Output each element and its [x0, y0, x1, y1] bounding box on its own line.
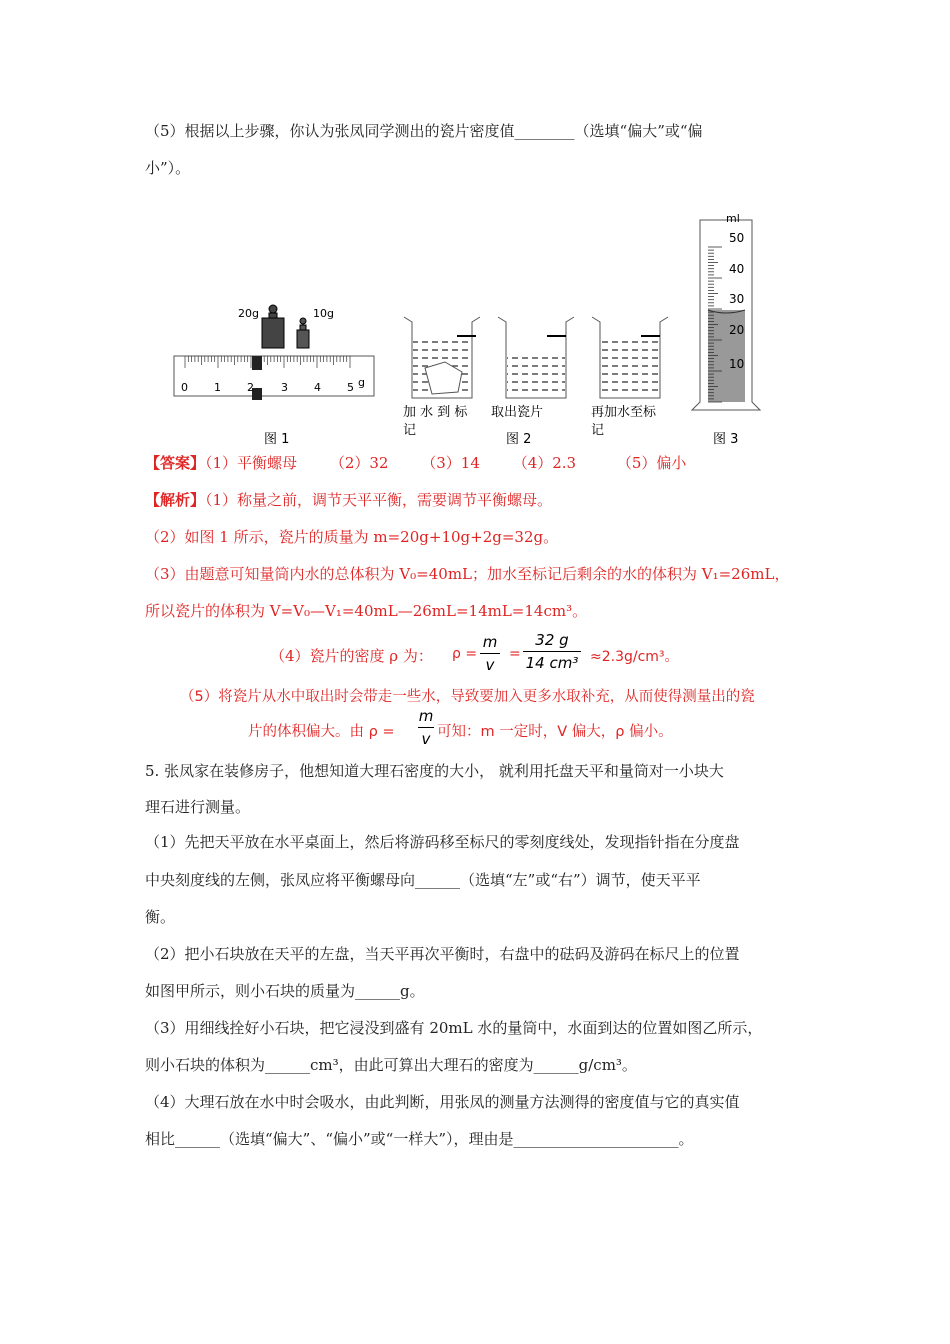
fraction-m: m: [482, 633, 498, 651]
q6-s1-line-3: 衡。: [145, 908, 176, 926]
q6-s2-line-1: （2）把小石块放在天平的左盘，当天平再次平衡时，右盘中的砝码及游码在标尺上的位置: [145, 945, 740, 963]
fraction-v-2: v: [421, 730, 431, 748]
q6-s3-line-2: 则小石块的体积为______cm³，由此可算出大理石的密度为______g/cm³。: [145, 1056, 637, 1074]
answer-tag: 【答案】: [145, 454, 206, 472]
analysis-p5-fraction: [418, 706, 434, 749]
analysis-p4-fraction-values: [523, 630, 581, 673]
analysis-p4-result: ≈2.3g/cm³。: [590, 649, 679, 665]
cylinder-tick-50: 50: [729, 231, 745, 245]
analysis-tag: 【解析】: [145, 491, 206, 509]
cylinder-tick-40: 40: [729, 262, 745, 276]
figure-3-caption: 图 3: [713, 432, 739, 447]
figure-1-caption: 图 1: [264, 432, 290, 447]
analysis-p5-line-2a: 片的体积偏大。由 ρ =: [248, 724, 395, 740]
analysis-p4-rho: ρ =: [452, 646, 478, 662]
weight-10g-label: 10g: [313, 307, 334, 320]
answer-5: （5）偏小: [616, 454, 687, 472]
q6-s4-line-2: 相比______（选填“偏大”、“偏小”或“一样大”），理由是______________________。: [145, 1130, 694, 1148]
cylinder-tick-30: 30: [729, 292, 745, 306]
fraction-bar-3: [418, 727, 434, 728]
q6-line-2: 理石进行测量。: [145, 798, 251, 816]
fraction-14cm3: 14 cm³: [525, 654, 579, 672]
answer-3: （3）14: [421, 454, 480, 472]
ruler-tick-2: 2: [247, 381, 254, 394]
cylinder-tick-20: 20: [729, 323, 745, 337]
answer-1: （1）平衡螺母: [205, 454, 298, 472]
ruler-tick-5: 5: [347, 381, 354, 394]
analysis-p3-line-1: （3）由题意可知量筒内水的总体积为 V₀=40mL；加水至标记后剩余的水的体积为 V₁=26mL，: [145, 565, 790, 583]
figure-1-ruler: [174, 305, 374, 400]
experiment-figure: [0, 210, 950, 450]
beaker-1-label-line-2: 记: [403, 423, 417, 438]
analysis-line-1: [145, 489, 552, 510]
beaker-3-label-line-2: 记: [591, 423, 605, 438]
beaker-2-label: 取出瓷片: [491, 405, 544, 420]
answer-4: （4）2.3: [512, 454, 577, 472]
cylinder-tick-10: 10: [729, 357, 745, 371]
fraction-32g: 32 g: [535, 631, 569, 649]
answer-2: （2）32: [329, 454, 389, 472]
cylinder-unit: ml: [726, 212, 740, 225]
ruler-tick-0: 0: [181, 381, 188, 394]
figure-2-beakers: [404, 317, 668, 398]
fraction-m-2: m: [418, 707, 434, 725]
fraction-bar: [480, 653, 500, 654]
analysis-p2: （2）如图 1 所示，瓷片的质量为 m=20g+10g+2g=32g。: [145, 528, 559, 546]
analysis-p3-line-2: 所以瓷片的体积为 V=V₀—V₁=40mL—26mL=14mL=14cm³。: [145, 602, 588, 620]
analysis-p1: （1）称量之前，调节天平平衡，需要调节平衡螺母。: [205, 491, 553, 509]
answer-line: [145, 452, 686, 473]
analysis-p4-eq: =: [509, 646, 521, 662]
q6-s1-line-1: （1）先把天平放在水平桌面上，然后将游码移至标尺的零刻度线处，发现指针指在分度盘: [145, 833, 740, 851]
beaker-3-label-line-1: 再加水至标: [591, 405, 657, 420]
q6-s2-line-2: 如图甲所示，则小石块的质量为______g。: [145, 982, 425, 1000]
figure-2-caption: 图 2: [506, 432, 532, 447]
weight-20g-label: 20g: [238, 307, 259, 320]
analysis-p5-line-2b: 可知：m 一定时，V 偏大，ρ 偏小。: [437, 724, 673, 740]
ruler-tick-4: 4: [314, 381, 321, 394]
analysis-p4-fraction-mv: [480, 632, 500, 675]
q6-s3-line-1: （3）用细线拴好小石块，把它浸没到盛有 20mL 水的量筒中，水面到达的位置如图乙所示，: [145, 1019, 763, 1037]
q5-line-2: 小”）。: [145, 159, 191, 177]
fraction-v: v: [485, 656, 495, 674]
ruler-tick-1: 1: [214, 381, 221, 394]
q5-line-1: （5）根据以上步骤，你认为张凤同学测出的瓷片密度值________（选填“偏大”或“偏: [145, 122, 703, 140]
q6-s1-line-2: 中央刻度线的左侧，张凤应将平衡螺母向______（选填“左”或“右”）调节，使天平平: [145, 871, 701, 889]
ruler-unit: g: [358, 376, 365, 389]
q6-s4-line-1: （4）大理石放在水中时会吸水，由此判断，用张凤的测量方法测得的密度值与它的真实值: [145, 1093, 740, 1111]
analysis-p5-line-1: （5）将瓷片从水中取出时会带走一些水，导致要加入更多水取补充，从而使得测量出的瓷: [180, 689, 755, 705]
figure-3-cylinder: [692, 212, 760, 410]
analysis-p4-prefix: （4）瓷片的密度 ρ 为：: [270, 647, 433, 665]
beaker-1-label-line-1: 加 水 到 标: [403, 405, 468, 420]
ruler-tick-3: 3: [281, 381, 288, 394]
q6-line-1: 5. 张凤家在装修房子，他想知道大理石密度的大小， 就利用托盘天平和量筒对一小块大: [145, 762, 724, 780]
fraction-bar-2: [523, 651, 581, 652]
